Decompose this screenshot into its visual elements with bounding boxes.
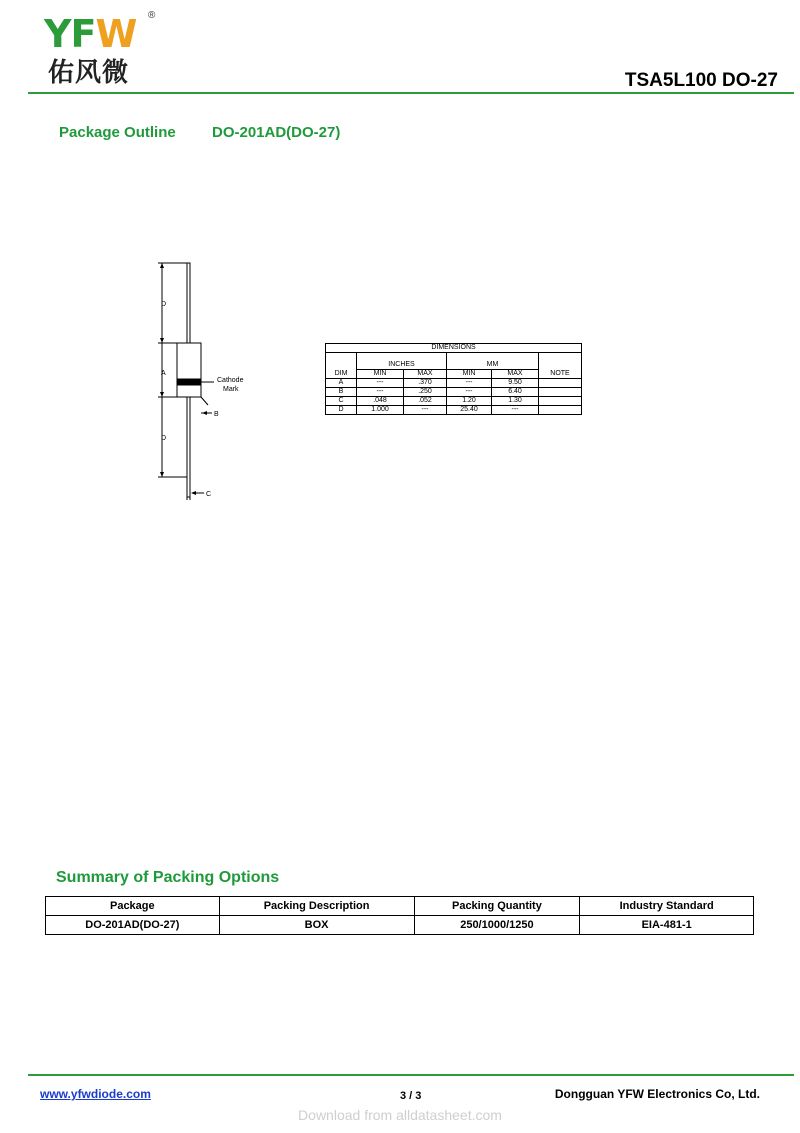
- mm-min-header: MIN: [447, 370, 492, 379]
- dim-d-bottom-label: D: [161, 435, 167, 442]
- table-cell: ---: [357, 388, 404, 397]
- table-cell: C: [326, 397, 357, 406]
- dim-b-label: B: [214, 411, 219, 418]
- dimensions-title: DIMENSIONS: [326, 344, 582, 353]
- table-cell: ---: [357, 379, 404, 388]
- table-cell: ---: [447, 388, 492, 397]
- document-title: TSA5L100 DO-27: [624, 70, 778, 91]
- table-cell: 6.40: [492, 388, 539, 397]
- table-cell: ---: [447, 379, 492, 388]
- packing-options-heading: Summary of Packing Options: [56, 869, 280, 886]
- table-row: [326, 397, 582, 406]
- table-row: [326, 379, 582, 388]
- inches-header: INCHES: [357, 353, 447, 370]
- table-cell: D: [326, 406, 357, 415]
- table-cell: 1.30: [492, 397, 539, 406]
- column-header: Industry Standard: [580, 897, 754, 916]
- page-number: 3 / 3: [400, 1090, 422, 1102]
- table-cell: .052: [404, 397, 447, 406]
- table-row: [326, 406, 582, 415]
- logo-accent-letter: W: [95, 12, 137, 56]
- logo-chinese-name: 佑风微: [48, 58, 130, 88]
- registered-mark: ®: [148, 10, 156, 21]
- bottom-lead: [187, 397, 190, 497]
- dim-header: DIM: [326, 353, 357, 379]
- mm-max-header: MAX: [492, 370, 539, 379]
- package-name: DO-201AD(DO-27): [212, 124, 341, 141]
- table-cell: [539, 406, 582, 415]
- table-cell: 250/1000/1250: [414, 916, 580, 935]
- table-cell: A: [326, 379, 357, 388]
- diode-body: [177, 343, 201, 397]
- cathode-band: [177, 379, 201, 385]
- cathode-label: Cathode: [217, 377, 244, 384]
- table-cell: BOX: [219, 916, 414, 935]
- mm-header: MM: [447, 353, 539, 370]
- package-outline-heading: Package Outline: [59, 124, 176, 141]
- table-cell: .048: [357, 397, 404, 406]
- dim-a-label: A: [161, 370, 166, 377]
- table-cell: B: [326, 388, 357, 397]
- inches-max-header: MAX: [404, 370, 447, 379]
- column-header: Package: [46, 897, 220, 916]
- table-cell: EIA-481-1: [580, 916, 754, 935]
- column-header: Packing Quantity: [414, 897, 580, 916]
- column-header: Packing Description: [219, 897, 414, 916]
- table-cell: [539, 379, 582, 388]
- watermark: Download from alldatasheet.com: [298, 1107, 502, 1123]
- table-cell: .370: [404, 379, 447, 388]
- header-divider: [28, 92, 794, 94]
- website-link[interactable]: www.yfwdiode.com: [40, 1087, 151, 1101]
- dim-c-label: C: [206, 491, 212, 498]
- table-row: [326, 388, 582, 397]
- dim-d-top-label: D: [161, 301, 167, 308]
- dimensions-table: [325, 343, 582, 415]
- footer-divider: [28, 1074, 794, 1076]
- company-name: Dongguan YFW Electronics Co, Ltd.: [554, 1087, 760, 1101]
- table-cell: DO-201AD(DO-27): [46, 916, 220, 935]
- note-header: NOTE: [539, 353, 582, 379]
- mark-label: Mark: [223, 386, 239, 393]
- table-cell: 9.50: [492, 379, 539, 388]
- table-cell: .250: [404, 388, 447, 397]
- table-cell: 1.000: [357, 406, 404, 415]
- table-cell: [539, 397, 582, 406]
- table-cell: ---: [404, 406, 447, 415]
- table-cell: 25.40: [447, 406, 492, 415]
- table-header-row: [46, 897, 754, 916]
- table-row: [46, 916, 754, 935]
- table-cell: [539, 388, 582, 397]
- table-cell: ---: [492, 406, 539, 415]
- diode-outline-drawing: [150, 258, 260, 503]
- logo-letters: YF: [44, 12, 96, 56]
- top-lead: [187, 263, 190, 343]
- table-cell: 1.20: [447, 397, 492, 406]
- packing-options-table: [45, 896, 754, 935]
- inches-min-header: MIN: [357, 370, 404, 379]
- company-logo: [44, 14, 136, 54]
